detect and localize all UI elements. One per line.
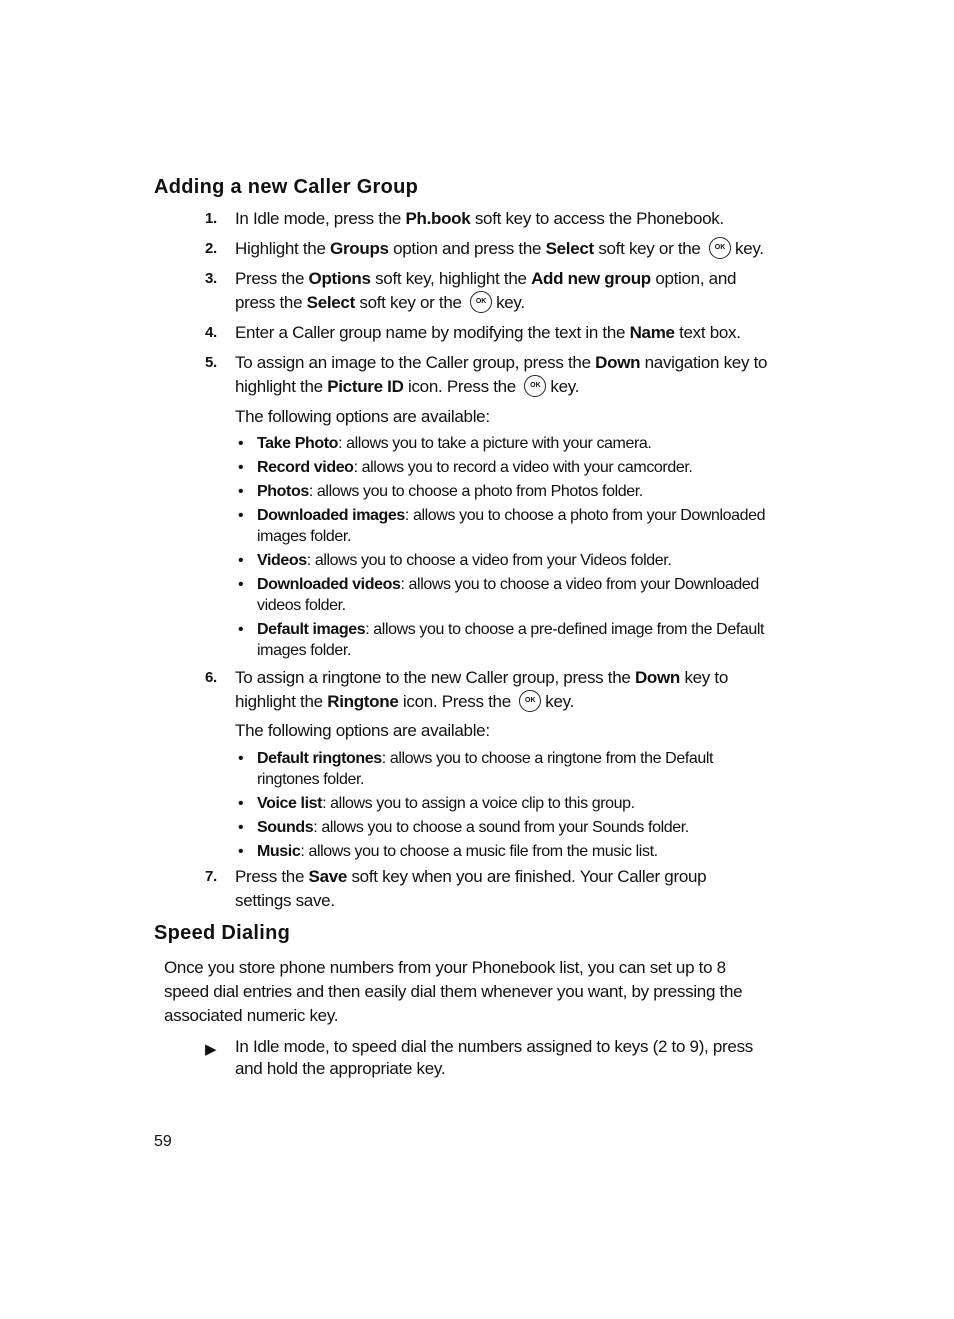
ok-key-icon: OK [709, 237, 731, 259]
section-heading-caller-group: Adding a new Caller Group [154, 176, 419, 198]
step-number: 7. [205, 868, 217, 885]
step-text: In Idle mode, press the Ph.book soft key to access the Phonebook. [235, 209, 724, 228]
ringtone-options-list [238, 748, 778, 865]
step-text: To assign a ringtone to the new Caller group, press the Down key to highlight the Ringtone icon. Press the OK key. [235, 668, 729, 711]
step-number: 5. [205, 354, 217, 371]
list-item: • Default images: allows you to choose a pre-defined image from the Default images folder. [238, 621, 765, 659]
options-intro-image: The following options are available: [235, 407, 490, 426]
ok-key-icon: OK [524, 375, 546, 397]
ok-key-icon: OK [519, 690, 541, 712]
play-arrow-icon: ▶ [205, 1041, 217, 1058]
image-options-list [238, 433, 778, 664]
step-text: Enter a Caller group name by modifying the text in the Name text box. [235, 323, 741, 342]
list-item: • Take Photo: allows you to take a picture with your camera. [238, 435, 652, 452]
list-item: • Music: allows you to choose a music file from the music list. [238, 843, 658, 860]
step-text: To assign an image to the Caller group, press the Down navigation key to highlight the Picture ID icon. Press the OK key. [235, 353, 768, 396]
step-text: Press the Options soft key, highlight the Add new group option, and press the Select soft key or the OK key. [235, 269, 737, 312]
step-number: 3. [205, 270, 217, 287]
list-item: • Voice list: allows you to assign a voice clip to this group. [238, 795, 635, 812]
section-heading-speed-dialing: Speed Dialing [154, 922, 291, 944]
speed-dialing-paragraph: Once you store phone numbers from your Phonebook list, you can set up to 8 speed dial entries and then easily dial them whenever you want, by pressing the associated numeric key. [164, 958, 743, 1025]
list-item: • Default ringtones: allows you to choose a ringtone from the Default ringtones folder. [238, 750, 714, 788]
step-number: 1. [205, 210, 217, 227]
options-intro-ringtone: The following options are available: [235, 721, 490, 740]
step-text: Press the Save soft key when you are finished. Your Caller group settings save. [235, 867, 707, 910]
step-number: 4. [205, 324, 217, 341]
list-item: • Downloaded videos: allows you to choose a video from your Downloaded videos folder. [238, 576, 759, 614]
step-number: 2. [205, 240, 217, 257]
instruction-text: In Idle mode, to speed dial the numbers assigned to keys (2 to 9), press and hold the appropriate key. [235, 1037, 753, 1078]
list-item: • Sounds: allows you to choose a sound from your Sounds folder. [238, 819, 689, 836]
step-text: Highlight the Groups option and press the Select soft key or the OK key. [235, 239, 764, 258]
page-number: 59 [154, 1133, 172, 1150]
list-item: • Downloaded images: allows you to choose a photo from your Downloaded images folder. [238, 507, 766, 545]
list-item: • Record video: allows you to record a video with your camcorder. [238, 459, 693, 476]
ok-key-icon: OK [470, 291, 492, 313]
list-item: • Videos: allows you to choose a video from your Videos folder. [238, 552, 672, 569]
step-number: 6. [205, 669, 217, 686]
list-item: • Photos: allows you to choose a photo from Photos folder. [238, 483, 643, 500]
